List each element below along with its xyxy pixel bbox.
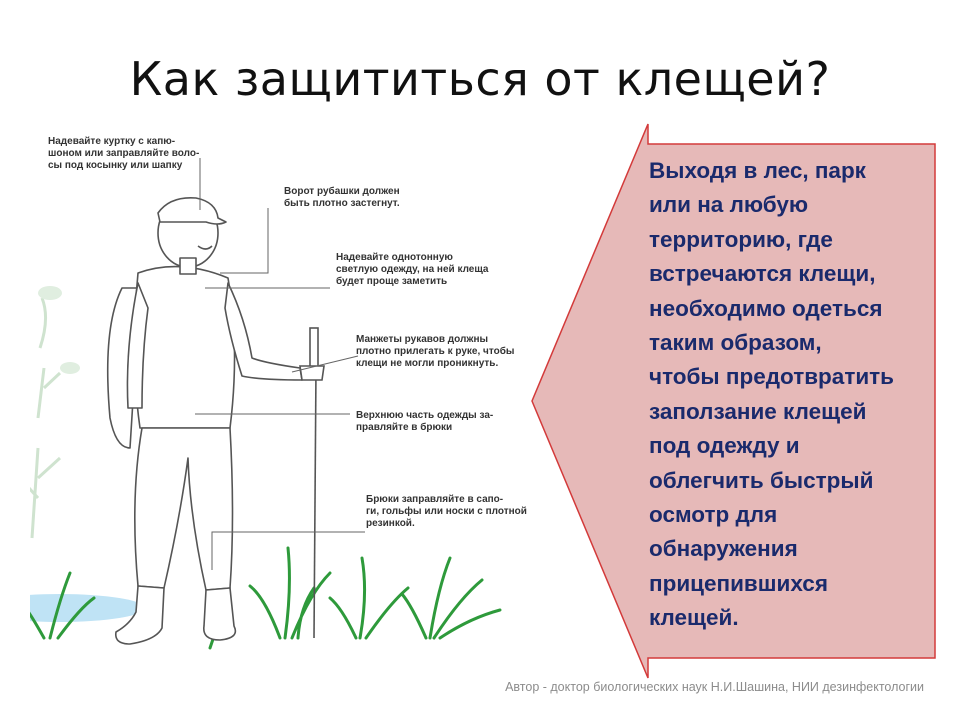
hiker-figure [108,198,302,644]
callout-collar: Ворот рубашки должен быть плотно застегнут. [284,186,400,209]
slide-title: Как защититься от клещей? [129,52,831,106]
pond [30,594,145,622]
info-text: Выходя в лес, парк или на любую территорию, где встречаются клещи, необходимо одеться таким образом, чтобы предотвратить заползание клещей под одежду и облегчить быстрый осмотр для обнаружения прицепившихся клещей. [649,158,895,631]
footer-credit: Автор - доктор биологических наук Н.И.Шашина, НИИ дезинфектологии [505,680,924,694]
callout-hood: Надевайте куртку с капю- шоном или заправляйте воло- сы под косынку или шапку [48,136,200,171]
callout-boots: Брюки заправляйте в сапо- ги, гольфы или носки с плотной резинкой. [366,494,527,529]
background-plants [30,286,80,538]
callout-tuck-top: Верхнюю часть одежды за- правляйте в брюки [356,410,494,433]
callout-cuffs: Манжеты рукавов должны плотно прилегать к руке, чтобы клещи не могли проникнуть. [356,334,515,369]
callout-clothing: Надевайте однотонную светлую одежду, на ней клеща будет проще заметить [336,252,489,287]
